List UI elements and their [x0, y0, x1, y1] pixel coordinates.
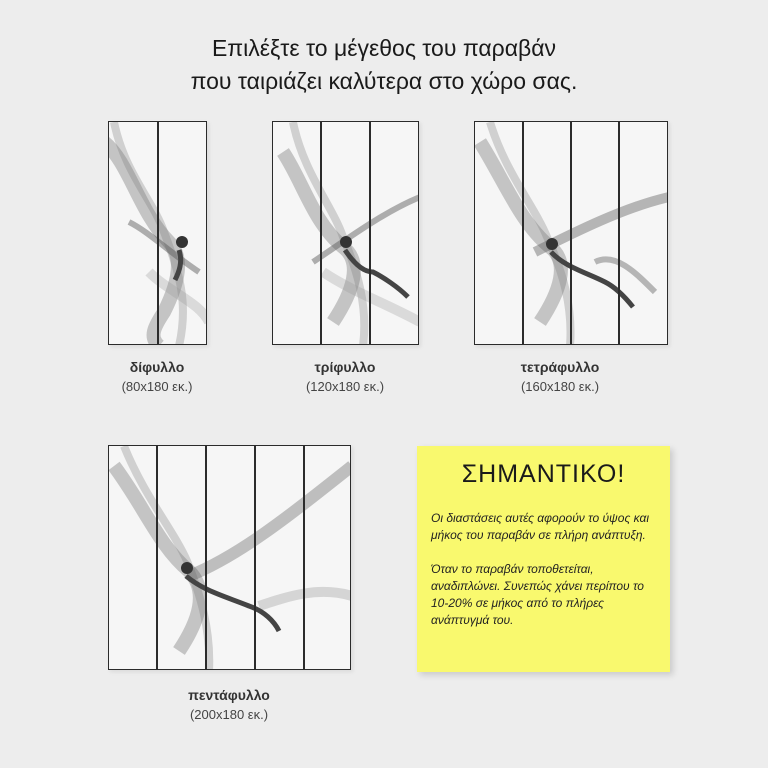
option-name: τετράφυλλο: [520, 359, 600, 375]
page-heading: [0, 32, 768, 98]
caption-3-panel: [245, 357, 445, 397]
panel-divider: [254, 446, 256, 669]
option-name: πεντάφυλλο: [188, 687, 270, 703]
option-size: (80x180 εκ.): [121, 379, 193, 394]
caption-4-panel: [460, 357, 660, 397]
panel-divider: [205, 446, 207, 669]
panel-divider: [320, 122, 322, 344]
screen-2-panel[interactable]: [108, 121, 207, 345]
important-notice: [417, 446, 670, 672]
panel-divider: [570, 122, 572, 344]
panel-divider: [156, 446, 158, 669]
notice-paragraph-2: Όταν το παραβάν τοποθετείται, αναδιπλώνει. Συνεπώς χάνει περίπου το 10-20% σε μήκος από το πλήρες ανάπτυγμά του.: [431, 562, 644, 627]
heading-line-2: που ταιριάζει καλύτερα στο χώρο σας.: [190, 68, 578, 94]
option-size: (200x180 εκ.): [189, 707, 269, 722]
notice-title: ΣΗΜΑΝΤΙΚΟ!: [461, 460, 626, 488]
notice-body: [431, 510, 659, 646]
panel-divider: [522, 122, 524, 344]
option-size: (160x180 εκ.): [520, 379, 600, 394]
screen-4-panel[interactable]: [474, 121, 668, 345]
notice-paragraph-1: Οι διαστάσεις αυτές αφορούν το ύψος και μήκος του παραβάν σε πλήρη ανάπτυξη.: [431, 511, 649, 542]
caption-2-panel: [57, 357, 257, 397]
dancer-image: [273, 122, 419, 345]
option-name: τρίφυλλο: [314, 359, 376, 375]
dancer-image: [109, 446, 351, 670]
panel-divider: [369, 122, 371, 344]
panel-divider: [618, 122, 620, 344]
panel-divider: [157, 122, 159, 344]
option-name: δίφυλλο: [129, 359, 185, 375]
caption-5-panel: [129, 685, 329, 725]
screen-3-panel[interactable]: [272, 121, 419, 345]
heading-line-1: Επιλέξτε το μέγεθος του παραβάν: [211, 35, 557, 61]
screen-5-panel[interactable]: [108, 445, 351, 670]
option-size: (120x180 εκ.): [305, 379, 385, 394]
panel-divider: [303, 446, 305, 669]
